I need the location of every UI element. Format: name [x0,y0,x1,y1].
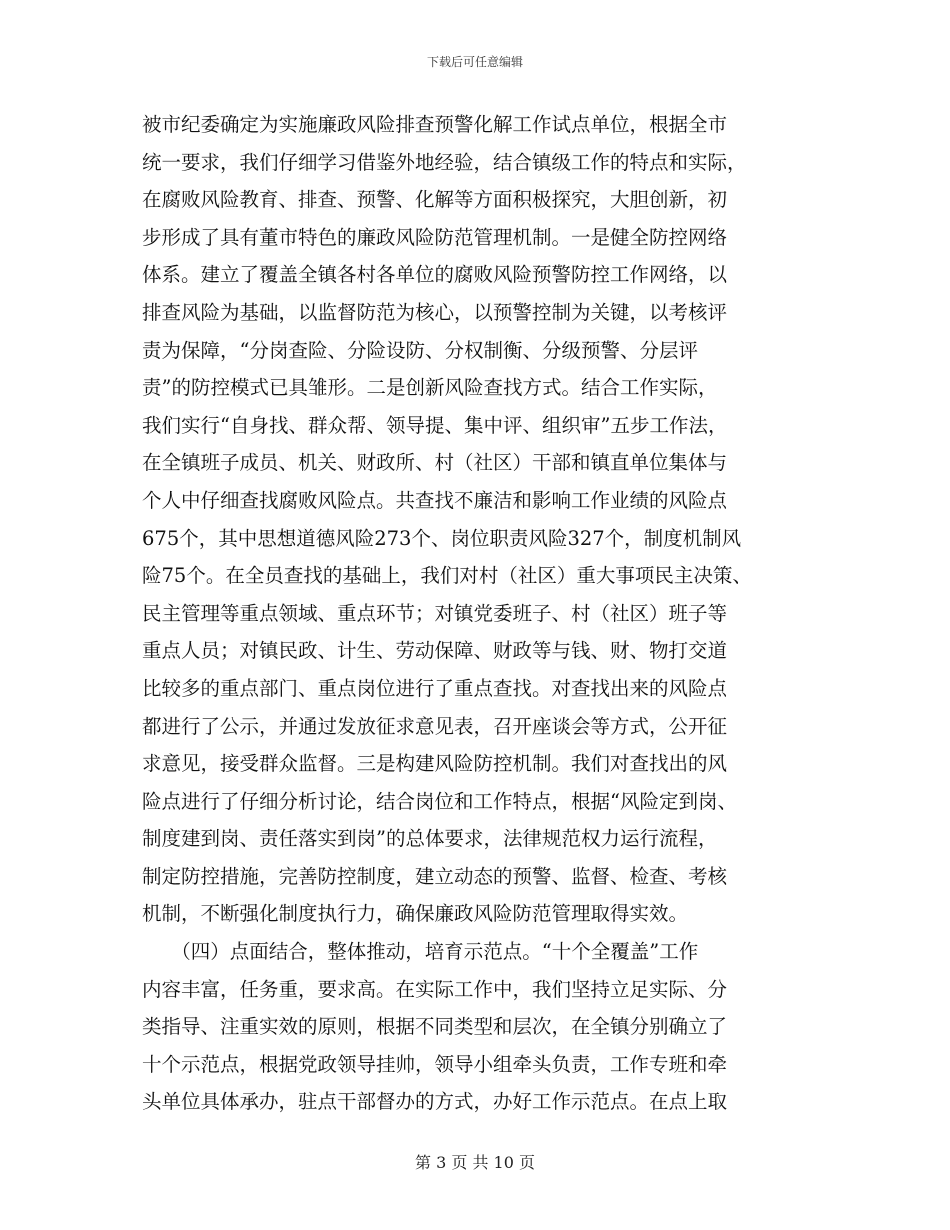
text-line: 排查风险为基础，以监督防范为核心，以预警控制为关键，以考核评 [142,300,728,324]
text-line: 险点进行了仔细分析讨论，结合岗位和工作特点，根据“风险定到岗、 [142,789,737,813]
text-line: 个人中仔细查找腐败风险点。共查找不廉洁和影响工作业绩的风险点 [142,488,728,512]
text-line: 重点人员；对镇民政、计生、劳动保障、财政等与钱、财、物打交道 [142,639,728,663]
text-line: 统一要求，我们仔细学习借鉴外地经验，结合镇级工作的特点和实际， [142,150,747,174]
text-line: 体系。建立了覆盖全镇各村各单位的腐败风险预警防控工作网络，以 [142,263,728,287]
text-line: 责”的防控模式已具雏形。二是创新风险查找方式。结合工作实际， [142,376,718,400]
page-number: 第 3 页 共 10 页 [415,1153,535,1172]
text-line: 内容丰富，任务重，要求高。在实际工作中，我们坚持立足实际、分 [142,977,728,1001]
text-line: 都进行了公示，并通过发放征求意见表，召开座谈会等方式，公开征 [142,714,728,738]
text-line: 被市纪委确定为实施廉政风险排查预警化解工作试点单位，根据全市 [142,113,728,136]
text-line: 机制，不断强化制度执行力，确保廉政风险防范管理取得实效。 [142,902,689,926]
text-line: 头单位具体承办，驻点干部督办的方式，办好工作示范点。在点上取 [142,1090,728,1114]
text-line: 在腐败风险教育、排查、预警、化解等方面积极探究，大胆创新，初 [142,188,728,212]
text-line: 民主管理等重点领域、重点环节；对镇党委班子、村（社区）班子等 [142,601,728,625]
text-line: 步形成了具有董市特色的廉政风险防范管理机制。一是健全防控网络 [142,225,728,249]
text-line: 求意见，接受群众监督。三是构建风险防控机制。我们对查找出的风 [142,752,728,776]
text-line: 在全镇班子成员、机关、财政所、村（社区）干部和镇直单位集体与 [142,451,728,475]
body-text [142,106,812,1121]
text-line: 制度建到岗、责任落实到岗”的总体要求，法律规范权力运行流程， [142,827,718,851]
text-line: （四）点面结合，整体推动，培育示范点。“十个全覆盖”工作 [142,940,699,964]
page-header: 下载后可任意编辑 [426,55,523,69]
text-line: 险75个。在全员查找的基础上，我们对村（社区）重大事项民主决策、 [142,564,752,588]
text-line: 责为保障，“分岗查险、分险设防、分权制衡、分级预警、分层评 [142,338,698,362]
text-line: 我们实行“自身找、群众帮、领导提、集中评、组织审”五步工作法， [142,413,728,437]
text-line: 675个，其中思想道德风险273个、岗位职责风险327个，制度机制风 [142,526,742,550]
text-line: 比较多的重点部门、重点岗位进行了重点查找。对查找出来的风险点 [142,676,728,700]
text-line: 十个示范点，根据党政领导挂帅，领导小组牵头负责，工作专班和牵 [142,1052,728,1076]
text-line: 制定防控措施，完善防控制度，建立动态的预警、监督、检查、考核 [142,864,728,888]
text-line: 类指导、注重实效的原则，根据不同类型和层次，在全镇分别确立了 [142,1015,728,1039]
